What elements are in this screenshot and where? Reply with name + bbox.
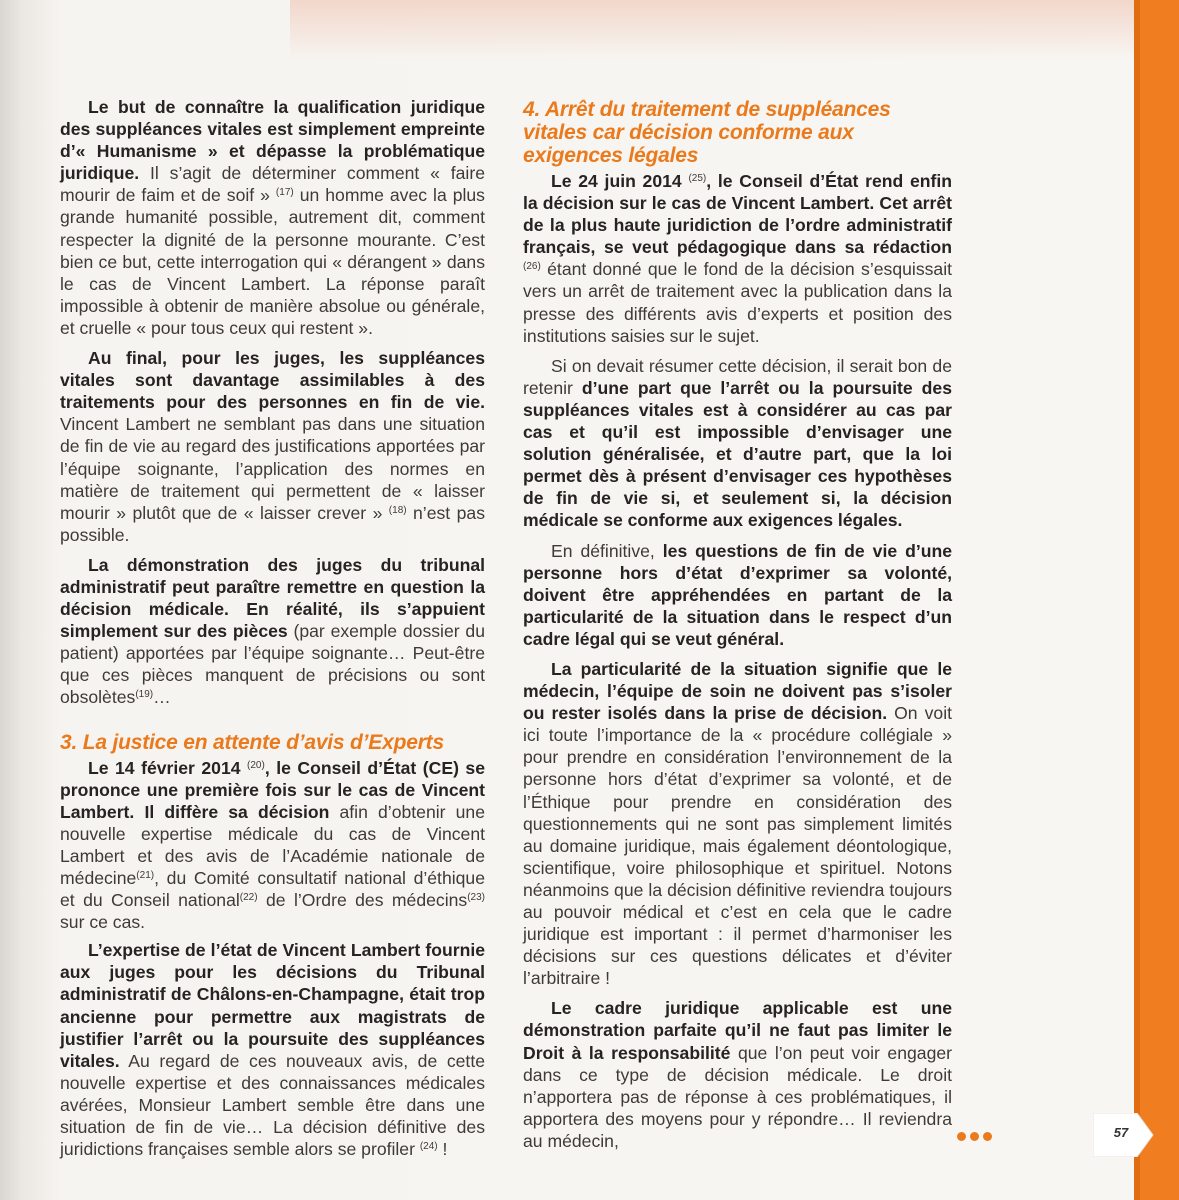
bold-run: les questions de fin de vie d’une personne hors d’état d’exprimer sa volonté, doivent être appréhendées en partant de la particularité de la situation dans le respect d’un cadre légal qui se veut général.	[523, 540, 952, 649]
footnote-ref: (24)	[419, 1141, 438, 1153]
bold-run: d’une part que l’arrêt ou la poursuite des suppléances vitales est à considérer au cas par cas et qu’il est impossible d’envisager une solution généralisée, et d’autre part, que la loi permet dès à présent d’envisager ces hypothèses de fin de vie si, et seulement si, la décision médicale se conforme aux exigences légales.	[523, 377, 952, 531]
text-run: , du Comité consultatif national d’éthique et du Conseil national	[60, 868, 485, 911]
text-run: (par exemple dossier du patient) apportées par l’équipe soignante… Peut-être que ces pièces manquent de précisions ou sont obsolètes	[60, 621, 485, 708]
bold-run: La démonstration des juges du tribunal administratif peut paraître remettre en question la décision médicale. En réalité, ils s’appuient simplement sur des pièces	[60, 554, 485, 642]
text-run: !	[437, 1139, 448, 1160]
bold-run: Le but de connaître la qualification juridique des suppléances vitales est simplement empreinte d’« Humanisme » et dépasse la problématique juridique.	[60, 97, 485, 184]
bold-run: Le cadre juridique applicable est une démonstration parfaite qu’il ne faut pas limiter le Droit à la responsabilité	[523, 998, 952, 1063]
bold-run: Au final, pour les juges, les suppléances vitales sont davantage assimilables à des traitements pour des personnes en fin de vie.	[60, 348, 485, 413]
orange-edge-band	[1134, 0, 1179, 1200]
text-run: Vincent Lambert ne semblant pas dans une situation de fin de vie au regard des justifications apportées par l’équipe soignante, l’application des normes en matière de traitement qui permettent de « laisser mourir » plutôt que de « laisser crever »	[60, 414, 485, 523]
bold-run: , le Conseil d’État rend enfin la décision sur le cas de Vincent Lambert. Cet arrêt de la plus haute juridiction de l’ordre administratif français, se veut pédagogique dans sa rédaction	[523, 171, 952, 258]
page-number: 57	[1113, 1125, 1129, 1140]
left-column	[60, 96, 485, 1168]
bold-run: Le 14 février 2014	[88, 757, 241, 778]
left-paragraph-1	[60, 96, 485, 339]
text-run: En définitive,	[551, 540, 663, 561]
right-paragraph-3	[523, 540, 952, 650]
right-paragraph-2	[523, 355, 952, 532]
text-run: sur ce cas.	[60, 912, 146, 933]
text-run: Il s’agit de déterminer comment « faire mourir de faim et de soif »	[60, 163, 485, 206]
section-heading-3: 3. La justice en attente d’avis d’Experts	[60, 730, 444, 754]
continuation-dots-icon	[957, 1128, 1007, 1142]
footnote-ref: (22)	[239, 892, 258, 904]
page-number-tab	[1093, 1113, 1155, 1157]
bold-run: , le Conseil d’État (CE) se prononce une première fois sur le cas de Vincent Lambert. Il diffère sa décision	[60, 757, 486, 822]
bold-run: Le 24 juin 2014	[551, 171, 682, 191]
text-run: de l’Ordre des médecins	[257, 890, 468, 911]
footnote-ref: (20)	[247, 759, 265, 771]
right-paragraph-4	[523, 658, 952, 989]
right-paragraph-1	[523, 170, 952, 347]
left-paragraph-5	[60, 939, 485, 1160]
text-run: que l’on peut voir engager dans ce type de décision médicale. Le droit n’apportera pas de réponse à ces problématiques, il apportera des moyens pour y répondre… Il reviendra au médecin,	[523, 1042, 952, 1151]
section-heading-4: 4. Arrêt du traitement de suppléances vitales car décision conforme aux exigences légales	[523, 98, 891, 167]
footnote-ref: (18)	[388, 504, 407, 516]
left-paragraph-2	[60, 347, 485, 546]
text-run: Au regard de ces nouveaux avis, de cette nouvelle expertise et des connaissances médicales avérées, Monsieur Lambert semble être dans une situation de fin de vie… La décision définitive des juridictions françaises semble alors se profiler	[60, 1050, 485, 1160]
bold-run: L’expertise de l’état de Vincent Lambert fournie aux juges pour les décisions du Tribunal administratif de Châlons-en-Champagne, était trop ancienne pour permettre aux magistrats de justifier l’arrêt ou la poursuite des suppléances vitales.	[60, 940, 485, 1071]
text-run: afin d’obtenir une nouvelle expertise médicale du cas de Vincent Lambert et des avis de l’Académie nationale de médecine	[60, 801, 485, 888]
footnote-ref: (23)	[467, 892, 485, 904]
top-color-tint	[290, 0, 1140, 60]
text-run: Si on devait résumer cette décision, il serait bon de retenir	[523, 355, 952, 398]
text-run: …	[153, 687, 171, 708]
text-run: étant donné que le fond de la décision s’esquissait vers un arrêt de traitement avec la publication dans la presse des différents avis d’experts et position des institutions saisies sur le sujet.	[523, 259, 952, 346]
text-run: un homme avec la plus grande humanité possible, autrement dit, comment respecter la dignité de la personne mourante. C’est bien ce but, cette interrogation qui « dérangent » dans le cas de Vincent Lambert. La réponse paraît impossible à obtenir de manière absolue ou générale, et cruelle « pour tous ceux qui restent ».	[60, 185, 485, 338]
footnote-ref: (26)	[523, 261, 541, 273]
left-paragraph-3	[60, 554, 485, 709]
footnote-ref: (19)	[135, 689, 154, 701]
right-column	[523, 98, 952, 1160]
footnote-ref: (21)	[136, 870, 155, 881]
footnote-ref: (17)	[275, 187, 294, 199]
left-paragraph-4	[60, 757, 485, 934]
text-run: On voit ici toute l’importance de la « procédure collégiale » pour prendre en considération l’environnement de la personne hors d’état d’exprimer sa volonté, et de l’Éthique pour prendre en considération des questionnements qui ne sont pas simplement limités au domaine juridique, mais également déontologique, scientifique, voire philosophique et spirituel. Notons néanmoins que la décision définitive reviendra toujours au pouvoir médical et c’est en cela que le cadre juridique est important : il permet d’harmoniser les décisions sur ces questions délicates et d’éviter l’arbitraire !	[523, 703, 953, 989]
text-run: n’est pas possible.	[60, 502, 485, 545]
bold-run: La particularité de la situation signifie que le médecin, l’équipe de soin ne doivent pas s’isoler ou rester isolés dans la prise de décision.	[523, 658, 952, 724]
right-paragraph-5	[523, 997, 952, 1152]
footnote-ref: (25)	[688, 173, 707, 184]
